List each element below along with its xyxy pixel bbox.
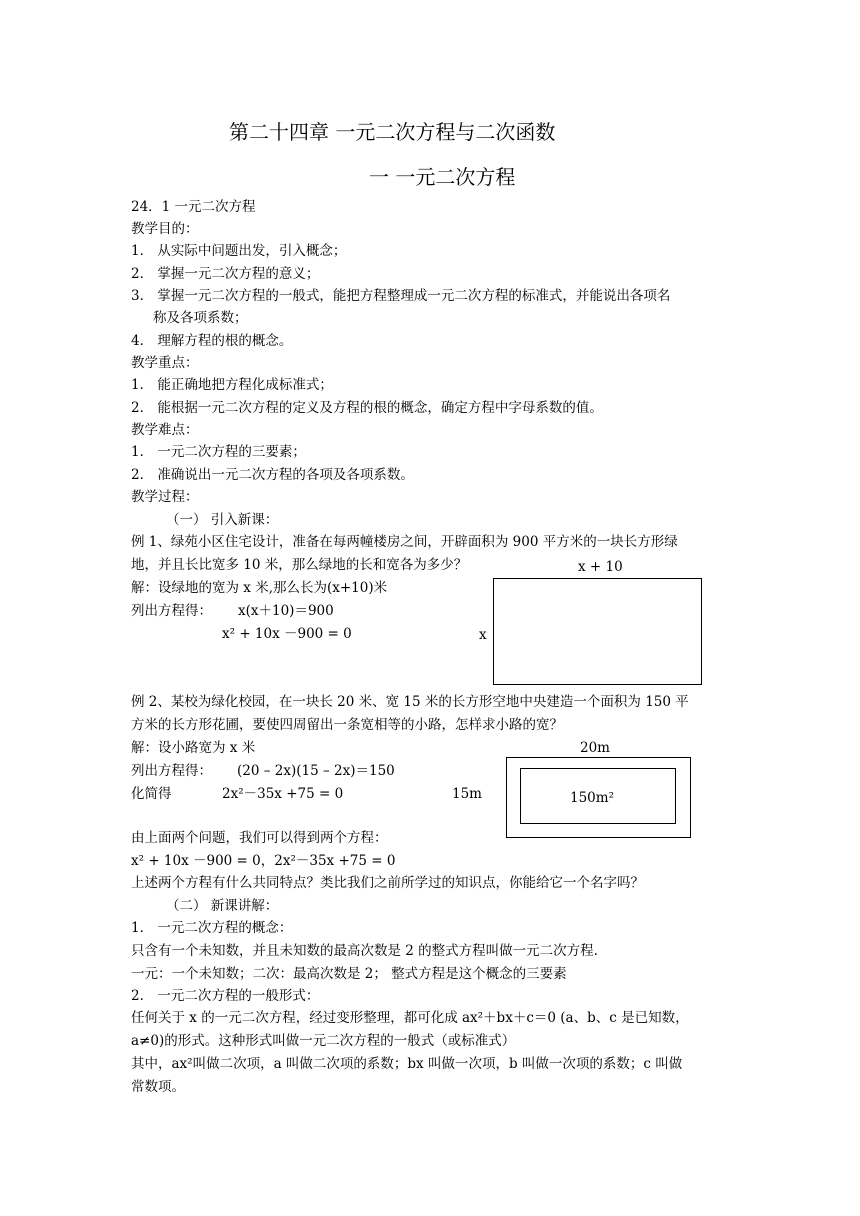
solution-2: 解：设小路宽为 x 米 [131,740,256,756]
solution-1: 解：设绿地的宽为 x 米,那么长为(x+10)米 [131,580,388,596]
goals-heading: 教学目的： [131,221,199,237]
figure-2-top-label: 20m [580,740,610,756]
concept-heading: 1． 一元二次方程的概念： [131,920,293,936]
goal-item: 3． 掌握一元二次方程的一般式，能把方程整理成一元二次方程的标准式，并能说出各项名 [131,288,671,304]
concept-elements: 一元：一个未知数；二次：最高次数是 2； 整式方程是这个概念的三要素 [131,966,567,982]
example-1-text-cont: 地，并且长比宽多 10 米，那么绿地的长和宽各为多少？ [131,557,468,573]
question: 上述两个方程有什么共同特点？类比我们之前所学过的知识点，你能给它一个名字吗？ [131,875,644,891]
difficulty-item: 2． 准确说出一元二次方程的各项及各项系数。 [131,467,414,483]
two-equations: x² + 10x －900 = 0，2x²－35x +75 = 0 [131,853,396,869]
section-heading: 24．1 一元二次方程 [131,199,256,215]
goal-item: 4． 理解方程的根的概念。 [131,333,293,349]
section-title: 一 一元二次方程 [369,165,516,189]
example-2-text: 例 2、某校为绿化校园，在一块长 20 米、宽 15 米的长方形空地中央建造一个面积为 150 平 [131,694,689,710]
equation-1-label: 列出方程得： [131,603,212,619]
goal-item: 2． 掌握一元二次方程的意义； [131,266,320,282]
equation-1: x(x＋10)＝900 [238,603,334,619]
figure-2-side-label: 15m [452,786,482,802]
process-heading: 教学过程： [131,489,199,505]
part-one-heading: （一） 引入新课： [166,512,279,528]
general-form-heading: 2． 一元二次方程的一般形式： [131,988,320,1004]
concept-definition: 只含有一个未知数，并且未知数的最高次数是 2 的整式方程叫做一元二次方程. [131,943,598,959]
figure-1-rectangle [493,578,702,685]
part-two-heading: （二） 新课讲解： [166,898,279,914]
equation-1-standard: x² + 10x －900 = 0 [222,626,352,642]
difficulties-heading: 教学难点： [131,422,199,438]
chapter-title: 第二十四章 一元二次方程与二次函数 [229,120,556,144]
general-form-text: 任何关于 x 的一元二次方程，经过变形整理，都可化成 ax²＋bx＋c＝0 (a、b、c 是已知数， [131,1010,689,1026]
equation-2: (20 – 2x)(15 – 2x)＝150 [237,763,395,779]
key-point-item: 1． 能正确地把方程化成标准式； [131,377,333,393]
difficulty-item: 1． 一元二次方程的三要素； [131,444,306,460]
key-points-heading: 教学重点： [131,355,199,371]
simplified-label: 化简得 [131,786,172,802]
figure-1-top-label: x + 10 [578,559,623,575]
equation-2-label: 列出方程得： [131,763,212,779]
key-point-item: 2． 能根据一元二次方程的定义及方程的根的概念，确定方程中字母系数的值。 [131,400,603,416]
goal-item: 1． 从实际中问题出发，引入概念； [131,243,347,259]
figure-2-inner-label: 150m² [570,790,614,806]
figure-1-side-label: x [479,627,487,643]
two-equations-intro: 由上面两个问题，我们可以得到两个方程： [131,830,388,846]
general-form-text-cont: a≠0)的形式。这种形式叫做一元二次方程的一般式（或标准式） [131,1033,516,1049]
example-1-text: 例 1、绿苑小区住宅设计，准备在每两幢楼房之间，开辟面积为 900 平方米的一块长方形绿 [131,534,678,550]
example-2-text-cont: 方米的长方形花圃，要使四周留出一条宽相等的小路，怎样求小路的宽？ [131,717,563,733]
equation-2-simplified: 2x²－35x +75 = 0 [222,786,344,802]
terms-explanation-cont: 常数项。 [131,1079,185,1095]
terms-explanation: 其中，ax²叫做二次项，a 叫做二次项的系数；bx 叫做一次项，b 叫做一次项的系数；c 叫做 [131,1056,683,1072]
goal-item-cont: 称及各项系数； [153,310,248,326]
